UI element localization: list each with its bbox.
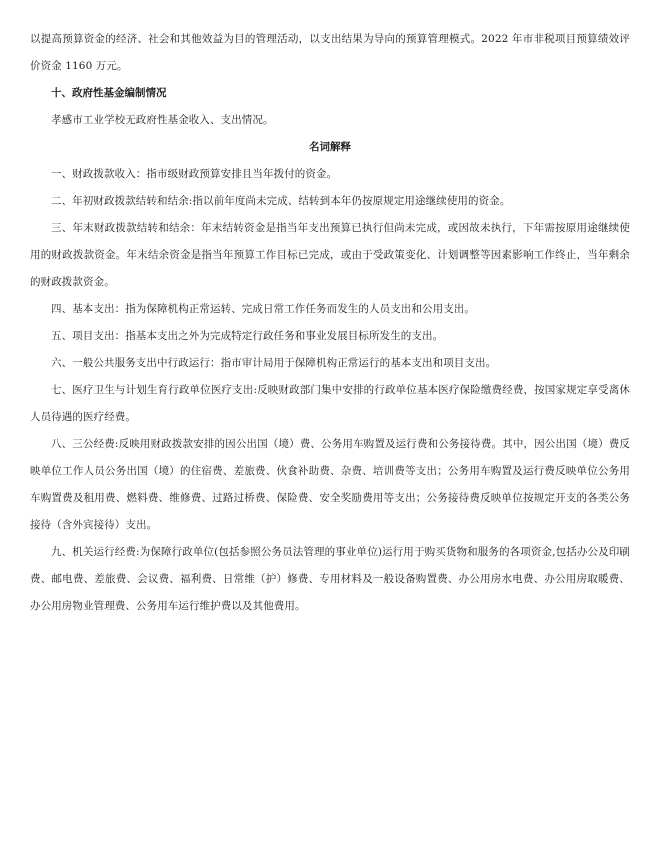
document-page (30, 26, 630, 620)
glossary-item-7: 七、医疗卫生与计划生育行政单位医疗支出:反映财政部门集中安排的行政单位基本医疗保险缴费经费，按国家规定享受离休人员待遇的医疗经费。 (30, 384, 630, 423)
glossary-item-6: 六、一般公共服务支出中行政运行：指市审计局用于保障机构正常运行的基本支出和项目支出。 (51, 357, 497, 369)
glossary-item-5: 五、项目支出：指基本支出之外为完成特定行政任务和事业发展目标所发生的支出。 (51, 330, 444, 342)
glossary-item-3: 三、年末财政拨款结转和结余：年末结转资金是指当年支出预算已执行但尚未完成，或因故未执行，下年需按原用途继续使用的财政拨款资金。年末结余资金是指当年预算工作目标已完成，或由于受政策变化、计划调整等因素影响工作终止，当年剩余的财政拨款资金。 (30, 222, 630, 288)
glossary-title: 名词解释 (309, 141, 351, 153)
section-ten-heading: 十、政府性基金编制情况 (51, 87, 167, 99)
section-ten-body: 孝感市工业学校无政府性基金收入、支出情况。 (51, 114, 274, 126)
glossary-item-8: 八、三公经费:反映用财政拨款安排的因公出国（境）费、公务用车购置及运行费和公务接待费。其中，因公出国（境）费反映单位工作人员公务出国（境）的住宿费、差旅费、伙食补助费、杂费、培训费等支出；公务用车购置及运行费反映单位公务用车购置费及租用费、燃料费、维修费、过路过桥费、保险费、安全奖励费用等支出；公务接待费反映单位按规定开支的各类公务接待（含外宾接待）支出。 (30, 438, 630, 531)
glossary-item-9: 九、机关运行经费:为保障行政单位(包括参照公务员法管理的事业单位)运行用于购买货物和服务的各项资金,包括办公及印刷费、邮电费、差旅费、会议费、福利费、日常维（护）修费、专用材料及一般设备购置费、办公用房水电费、办公用房取暖费、办公用房物业管理费、公务用车运行维护费以及其他费用。 (30, 546, 630, 612)
glossary-item-4: 四、基本支出：指为保障机构正常运转、完成日常工作任务而发生的人员支出和公用支出。 (51, 303, 475, 315)
glossary-item-2: 二、年初财政拨款结转和结余:指以前年度尚未完成、结转到本年仍按原规定用途继续使用的资金。 (51, 195, 511, 207)
glossary-item-1: 一、财政拨款收入：指市级财政预算安排且当年拨付的资金。 (51, 168, 338, 180)
intro-continued-paragraph: 以提高预算资金的经济、社会和其他效益为目的管理活动，以支出结果为导向的预算管理模式。2022 年市非税项目预算绩效评价资金 1160 万元。 (30, 33, 630, 72)
